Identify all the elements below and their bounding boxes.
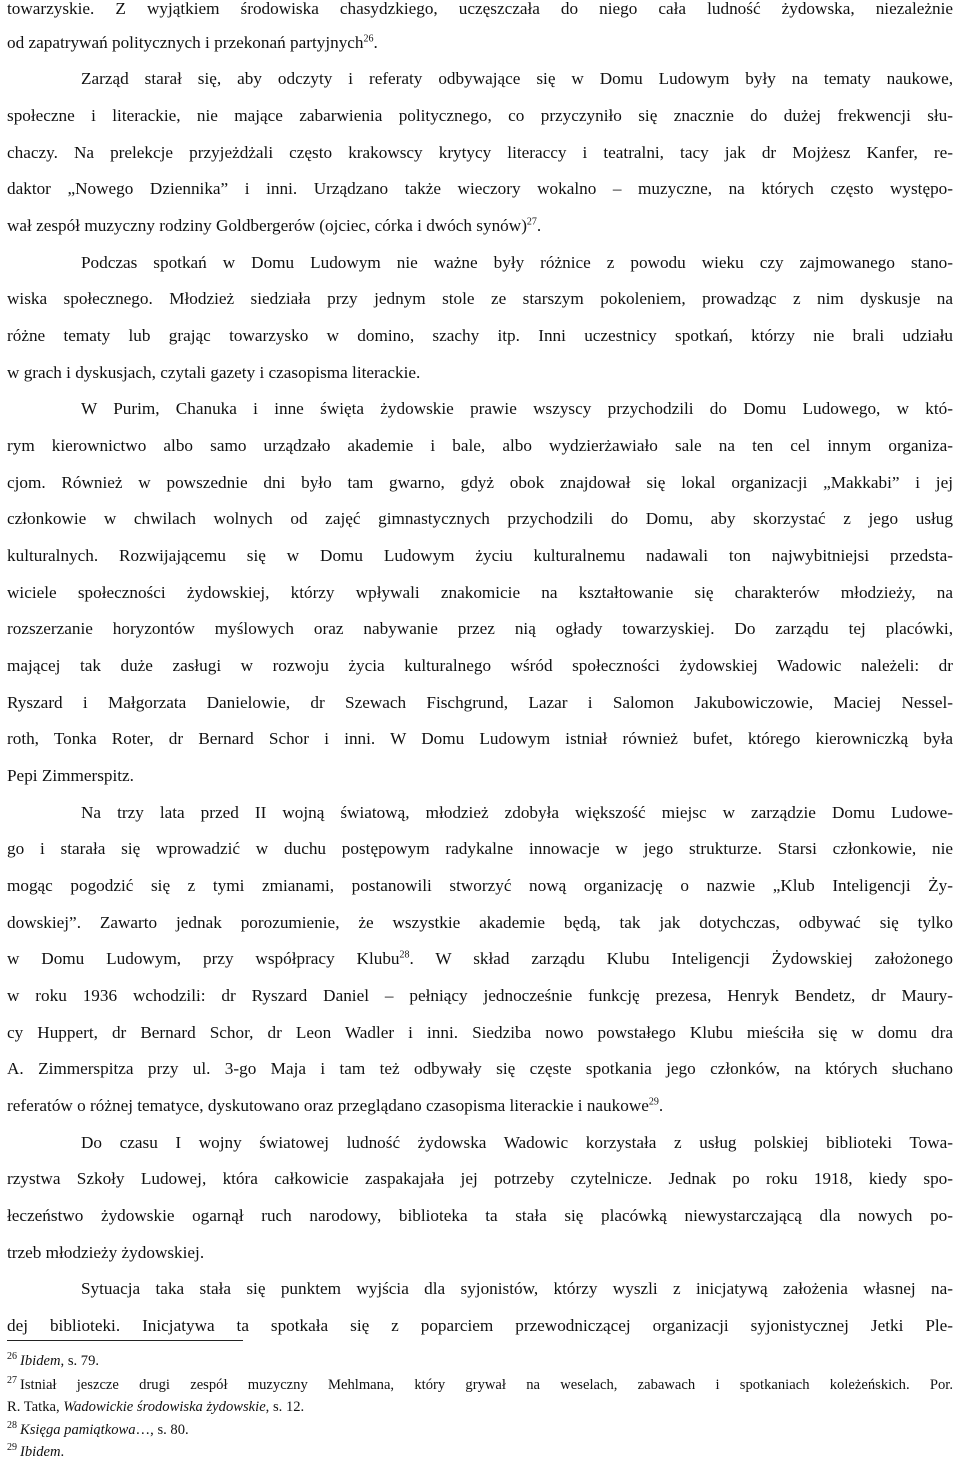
text-line: rym kierownictwo albo samo urządzało akademie i bale, albo wydzierżawiało sale na ten cel innym organiza-: [7, 436, 953, 455]
text-line: społeczne i literackie, nie mające zabarwienia politycznego, co przyczyniło się znacznie do dużej frekwencji słu-: [7, 106, 953, 125]
footnote-29: $^{29}$ Ibidem.: [7, 1442, 65, 1460]
paragraph-first-line: Zarząd starał się, aby odczyty i referaty odbywające się w Domu Ludowym były na tematy naukowe,: [81, 69, 953, 88]
text-line: go i starała się wprowadzić w duchu postępowym radykalne innowacje w jego strukturze. Starsi członkowie, nie: [7, 839, 953, 858]
footnote-26: $^{26}$ Ibidem, s. 79.: [7, 1351, 100, 1369]
paragraph-first-line: W Purim, Chanuka i inne święta żydowskie prawie wszyscy przychodzili do Domu Ludowego, w któ-: [81, 399, 953, 418]
text-line: referatów o różnej tematyce, dyskutowano oraz przeglądano czasopisma literackie i naukowe$^{29}$.: [7, 1096, 664, 1115]
text-line: Ryszard i Małgorzata Danielowie, dr Szewach Fischgrund, Lazar i Salomon Jakubowiczowie, Maciej Nessel-: [7, 693, 953, 712]
text-line: łeczeństwo żydowskie ogarnął ruch narodowy, biblioteka ta stała się placówką niewystarczającą dla nowych po-: [7, 1206, 953, 1225]
text-line: w grach i dyskusjach, czytali gazety i czasopisma literackie.: [7, 363, 421, 382]
text-line: mogąc pogodzić się z tymi zmianami, postanowili stworzyć nową organizację o nazwie „Klub Inteligencji Ży-: [7, 876, 953, 895]
text-line: rzystwa Szkoły Ludowej, która całkowicie zaspakajała jej potrzeby czytelnicze. Jednak po roku 1918, kiedy spo-: [7, 1169, 953, 1188]
footnote-ref: 27: [526, 216, 537, 228]
text-line: w Domu Ludowym, przy współpracy Klubu$^{28}$. W skład zarządu Klubu Inteligencji Żydowskiej założonego: [7, 949, 953, 968]
text-line: daktor „Nowego Dziennika” i inni. Urządzano także wieczory wokalno – muzyczne, na których często występo-: [7, 179, 953, 198]
footnote-27: $^{27}$ Istniał jeszcze drugi zespół muzyczny Mehlmana, który grywał na weselach, zabawach i spotkaniach koleżeńskich. Por.: [7, 1375, 953, 1393]
text-line: towarzyskie. Z wyjątkiem środowiska chasydzkiego, uczęszczała do niego cała ludność żydowska, niezależnie: [7, 0, 953, 18]
text-line: członkowie w chwilach wolnych od zajęć gimnastycznych przychodzili do Domu, aby skorzystać z jego usług: [7, 509, 953, 528]
text-line: dej biblioteki. Inicjatywa ta spotkała się z poparciem przewodniczącej organizacji syjonistycznej Jetki Ple-: [7, 1316, 953, 1335]
paragraph-first-line: Sytuacja taka stała się punktem wyjścia dla syjonistów, którzy wyszli z inicjatywą założenia własnej na-: [81, 1279, 953, 1298]
paragraph-first-line: Do czasu I wojny światowej ludność żydowska Wadowic korzystała z usług polskiej biblioteki Towa-: [81, 1133, 953, 1152]
text-line: trzeb młodzieży żydowskiej.: [7, 1243, 205, 1262]
text-line: Pepi Zimmerspitz.: [7, 766, 134, 785]
text-line: wiska społecznego. Młodzież siedziała przy jednym stole ze starszym pokoleniem, prowadząc z nim dyskusje na: [7, 289, 953, 308]
text-line: cjom. Również w powszednie dni było tam gwarno, gdyż obok znajdował się lokal organizacji „Makkabi” i jej: [7, 473, 953, 492]
text-line: cy Huppert, dr Bernard Schor, dr Leon Wadler i inni. Siedziba nowo powstałego Klubu mieściła się w domu dra: [7, 1023, 953, 1042]
footnote-ref: 29: [648, 1096, 659, 1108]
text-line: A. Zimmerspitza przy ul. 3-go Maja i tam też odbywały się częste spotkania jego członków, na których słuchano: [7, 1059, 953, 1078]
text-line: mającej tak duże zasługi w rozwoju życia kulturalnego wśród społeczności żydowskiej Wadowic należeli: dr: [7, 656, 953, 675]
text-line: dowskiej”. Zawarto jednak porozumienie, że wszystkie akademie będą, tak jak dotychczas, odbywać się tylko: [7, 913, 953, 932]
text-line: rozszerzanie horyzontów myślowych oraz nabywanie przez nią ogłady towarzyskiej. Do zarządu tej placówki,: [7, 619, 953, 638]
paragraph-first-line: Podczas spotkań w Domu Ludowym nie ważne były różnice z powodu wieku czy zajmowanego stano-: [81, 253, 953, 272]
text-line: wiciele społeczności żydowskiej, którzy wpływali znakomicie na kształtowanie się charakterów młodzieży, na: [7, 583, 953, 602]
text-line: roth, Tonka Roter, dr Bernard Schor i inni. W Domu Ludowym istniał również bufet, którego kierowniczką była: [7, 729, 953, 748]
footnote-ref: 28: [399, 949, 410, 961]
footnote-ref: 26: [363, 33, 374, 45]
footnote-27-continued: R. Tatka, Wadowickie środowiska żydowskie, s. 12.: [7, 1399, 305, 1415]
footnote-separator: [7, 1340, 243, 1341]
paragraph-first-line: Na trzy lata przed II wojną światową, młodzież zdobyła większość miejsc w zarządzie Domu Ludowe-: [81, 803, 953, 822]
text-line: chaczy. Na prelekcje przyjeżdżali często krakowscy krytycy literaccy i teatralni, tacy jak dr Mojżesz Kanfer, re-: [7, 143, 953, 162]
text-line: kulturalnych. Rozwijającemu się w Domu Ludowym życiu kulturalnemu nadawali ton najwybitniejsi przedsta-: [7, 546, 953, 565]
text-line: od zapatrywań politycznych i przekonań partyjnych$^{26}$.: [7, 33, 378, 52]
text-line: w roku 1936 wchodzili: dr Ryszard Daniel – pełniący jednocześnie funkcję prezesa, Henryk Bendetz, dr Maury-: [7, 986, 953, 1005]
text-line: różne tematy lub grając towarzysko w domino, szachy itp. Inni uczestnicy spotkań, którzy nie brali udziału: [7, 326, 953, 345]
text-line: wał zespół muzyczny rodziny Goldbergerów (ojciec, córka i dwóch synów)$^{27}$.: [7, 216, 542, 235]
footnote-28: $^{28}$ Księga pamiątkowa…, s. 80.: [7, 1420, 189, 1438]
